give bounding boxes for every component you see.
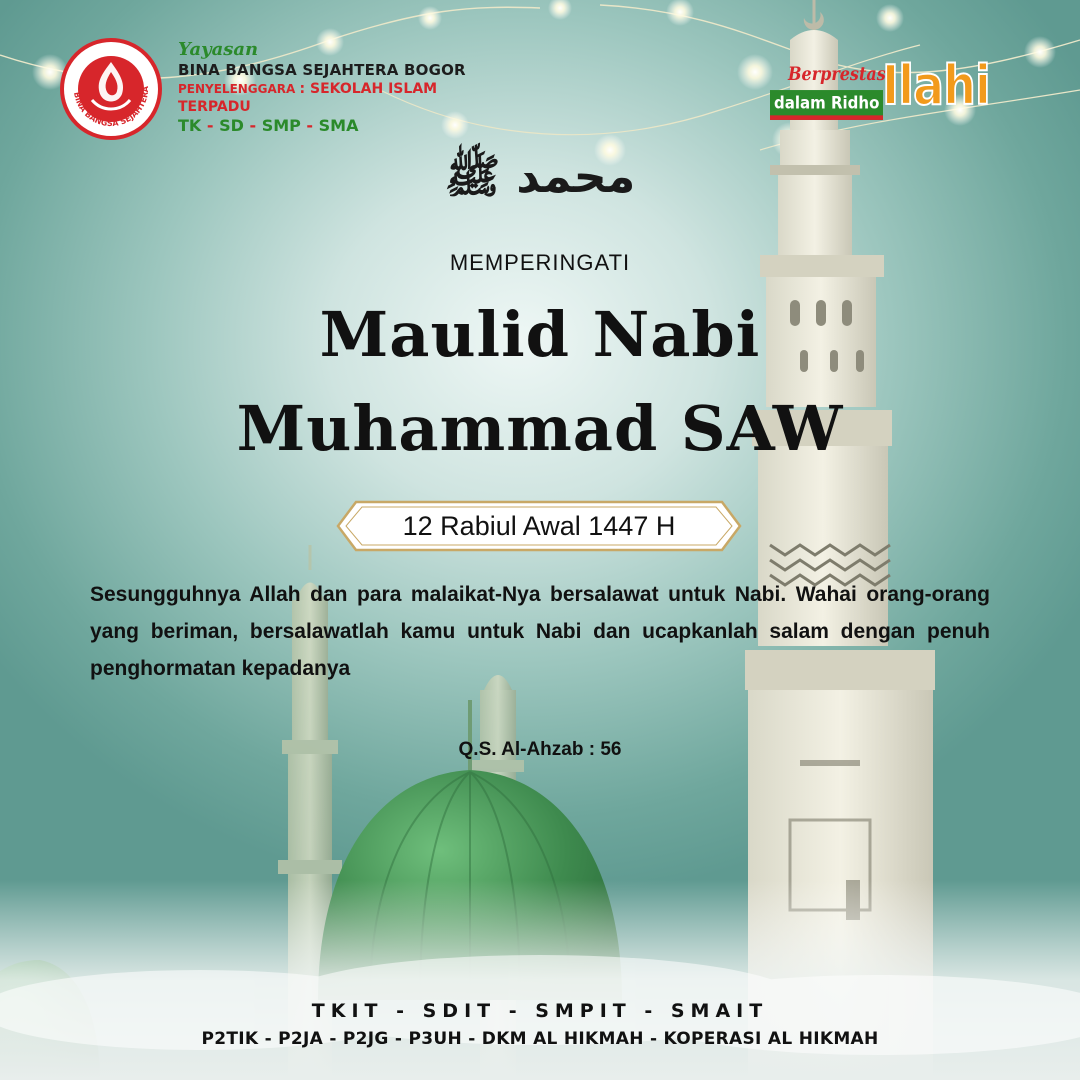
foundation-name: BINA BANGSA SEJAHTERA BOGOR: [178, 61, 466, 79]
hijri-date: 12 Rabiul Awal 1447 H: [402, 511, 676, 541]
event-title-line-2: Muhammad SAW: [236, 392, 844, 465]
slogan-logo: [770, 56, 1010, 136]
quran-quote: Sesungguhnya Allah dan para malaikat-Nya bersalawat untuk Nabi. Wahai orang-orang yang beriman, bersalawatlah kamu untuk Nabi dan ucapkanlah salam dengan penuh penghormatan kepadanya: [90, 583, 990, 680]
muhammad-calligraphy: [444, 122, 636, 222]
level-separator: -: [201, 116, 220, 135]
foundation-info: [178, 40, 478, 136]
slogan-line-2: dalam Ridho: [770, 90, 883, 120]
organizer-label: PENYELENGGARA: [178, 82, 296, 96]
level-separator: -: [300, 116, 319, 135]
event-title: [0, 288, 1080, 476]
logo-ring-text: BINA BANGSA SEJAHTERA: [72, 85, 151, 129]
footer-school-units: TKIT - SDIT - SMPIT - SMAIT: [311, 1000, 769, 1022]
slogan-line-3: Ilahi: [882, 54, 990, 117]
organizer-value: : SEKOLAH ISLAM TERPADU: [178, 81, 438, 115]
school-levels: [178, 116, 478, 136]
event-title-line-1: Maulid Nabi: [319, 298, 761, 371]
foundation-label: Yayasan: [178, 39, 259, 60]
level-sma: SMA: [318, 116, 359, 135]
level-sd: SD: [219, 116, 244, 135]
foundation-logo: [60, 38, 162, 140]
level-smp: SMP: [261, 116, 301, 135]
level-tk: TK: [178, 116, 202, 135]
slogan-line-1: Berprestasi: [788, 62, 892, 85]
commemorating-label: MEMPERINGATI: [449, 250, 631, 275]
organizer-line: [178, 80, 478, 116]
quote-source: Q.S. Al-Ahzab : 56: [458, 739, 622, 760]
level-separator: -: [243, 116, 262, 135]
calligraphy-text: محمد ﷺ: [444, 149, 636, 203]
date-badge: [336, 500, 742, 552]
footer-organizations: P2TIK - P2JA - P2JG - P3UH - DKM AL HIKMAH - KOPERASI AL HIKMAH: [201, 1029, 879, 1049]
